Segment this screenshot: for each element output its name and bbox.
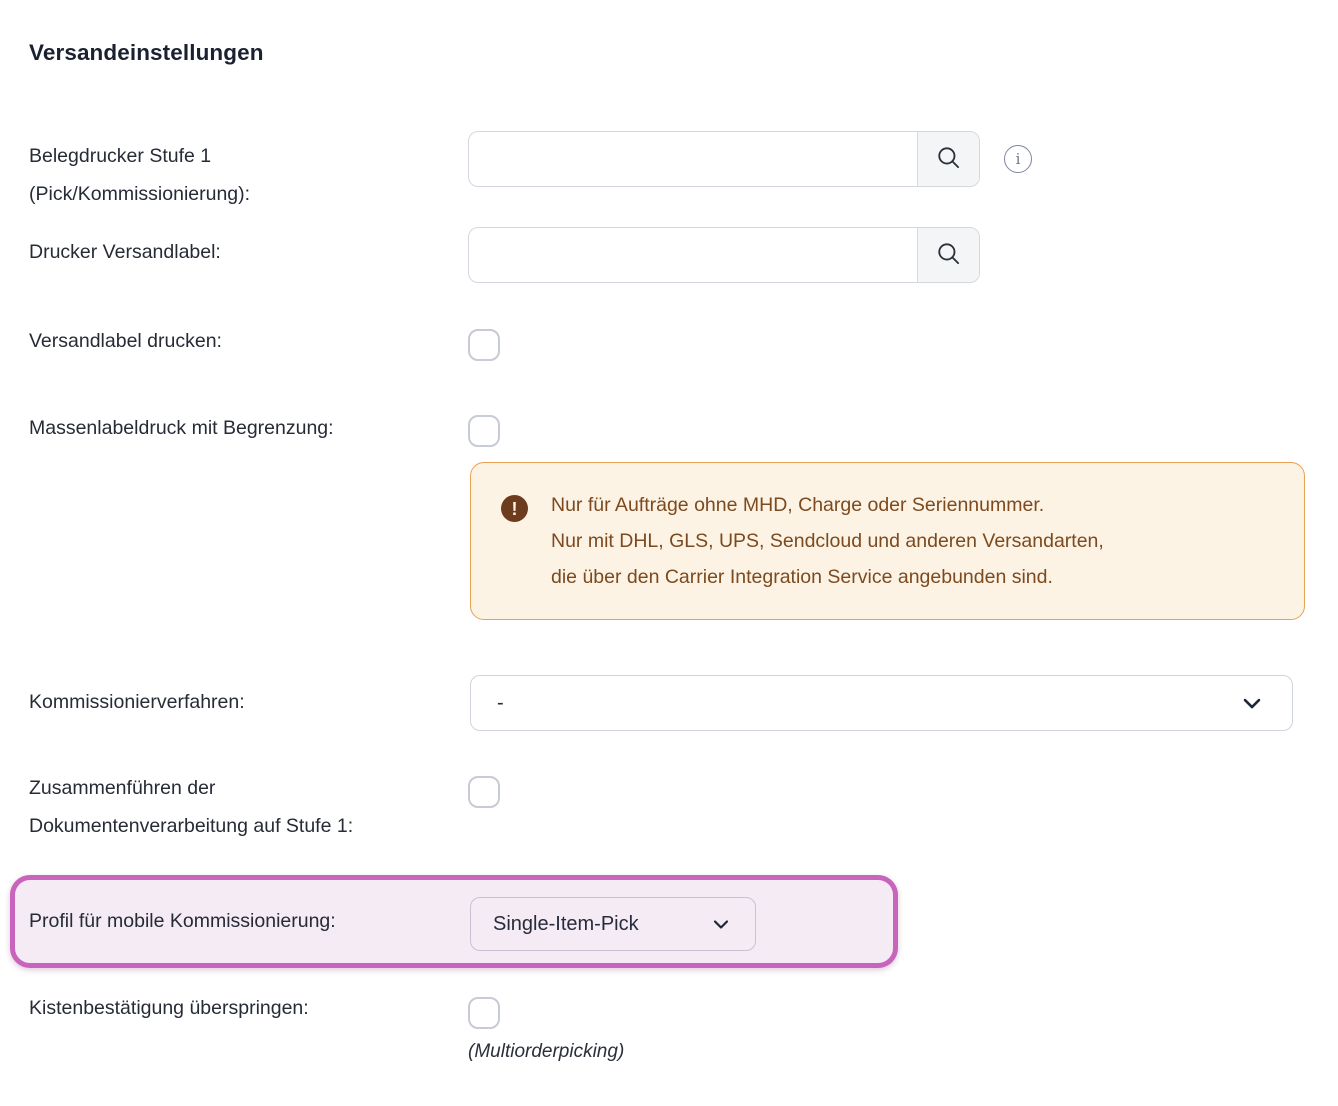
massenlabeldruck-label: Massenlabeldruck mit Begrenzung: [29, 417, 334, 439]
warning-text [551, 487, 1104, 595]
warning-callout [470, 462, 1305, 620]
mobile-profil-value: Single-Item-Pick [493, 912, 639, 935]
info-icon[interactable]: i [1004, 145, 1032, 173]
search-icon [934, 239, 964, 272]
chevron-down-icon [1238, 689, 1266, 717]
beleg-printer-lookup [468, 131, 980, 187]
kistenbestaetigung-label: Kistenbestätigung überspringen: [29, 997, 309, 1019]
multiorderpicking-note: (Multiorderpicking) [468, 1041, 625, 1062]
versand-printer-search-button[interactable] [918, 228, 979, 282]
warning-icon: ! [501, 495, 528, 522]
chevron-down-icon [709, 912, 733, 936]
kommissionierverfahren-select[interactable] [470, 675, 1293, 731]
beleg-printer-label: Belegdrucker Stufe 1 (Pick/Kommissionierung): [29, 145, 251, 205]
warning-line: Nur für Aufträge ohne MHD, Charge oder Seriennummer. [551, 494, 1045, 516]
kommissionierverfahren-value: - [497, 691, 504, 714]
versand-printer-input[interactable] [469, 228, 917, 282]
zusammenfuehren-label: Zusammenführen der Dokumentenverarbeitung auf Stufe 1: [29, 777, 354, 837]
versand-printer-label: Drucker Versandlabel: [29, 241, 221, 263]
search-icon [934, 143, 964, 176]
page-title: Versandeinstellungen [29, 40, 264, 65]
beleg-printer-search-button[interactable] [918, 132, 979, 186]
mobile-profil-select[interactable] [470, 897, 756, 951]
zusammenfuehren-checkbox[interactable] [468, 776, 500, 808]
massenlabeldruck-checkbox[interactable] [468, 415, 500, 447]
warning-line: die über den Carrier Integration Service angebunden sind. [551, 566, 1053, 588]
kistenbestaetigung-checkbox[interactable] [468, 997, 500, 1029]
versandlabel-drucken-label: Versandlabel drucken: [29, 330, 222, 352]
warning-line: Nur mit DHL, GLS, UPS, Sendcloud und anderen Versandarten, [551, 530, 1104, 552]
mobile-profil-label: Profil für mobile Kommissionierung: [29, 910, 336, 932]
versand-printer-lookup [468, 227, 980, 283]
kommissionierverfahren-label: Kommissionierverfahren: [29, 691, 245, 713]
beleg-printer-input[interactable] [469, 132, 917, 186]
versandlabel-drucken-checkbox[interactable] [468, 329, 500, 361]
